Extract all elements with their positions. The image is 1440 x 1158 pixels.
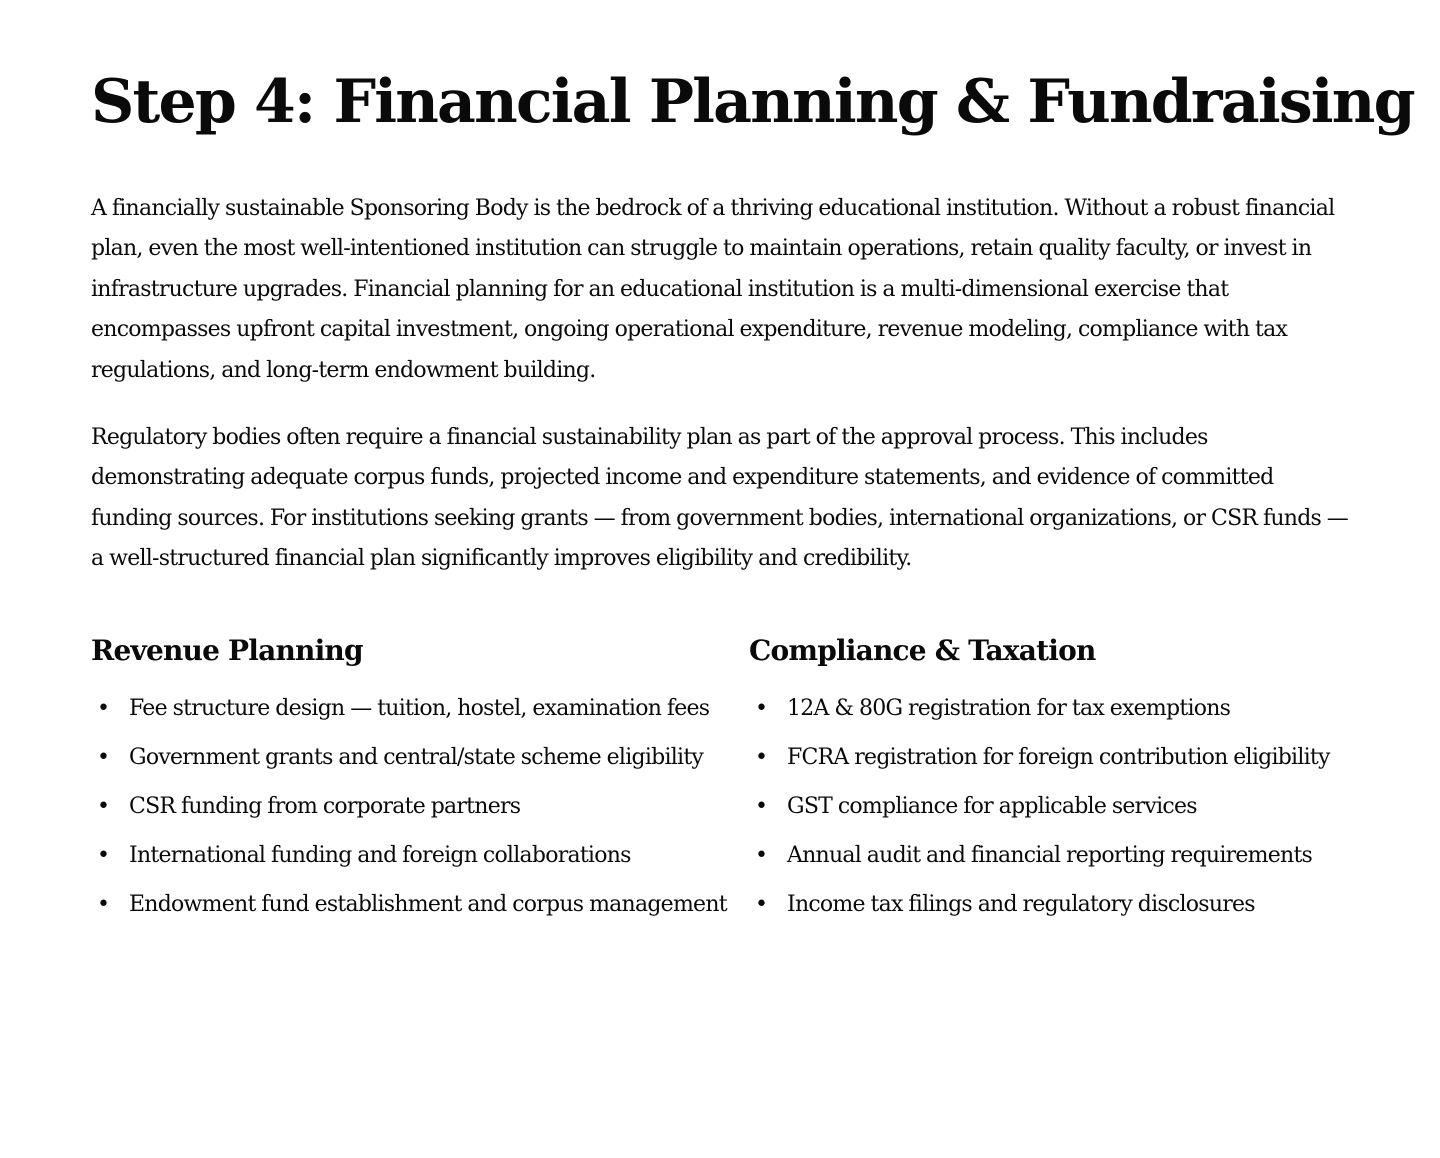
list-item — [91, 689, 749, 729]
list-item — [749, 787, 1350, 827]
list-item-text: Annual audit and financial reporting requirements — [787, 842, 1313, 868]
page-title: Step 4: Financial Planning & Fundraising — [91, 67, 1414, 137]
list-item-text: International funding and foreign collaborations — [129, 842, 631, 868]
bullet-icon: • — [755, 695, 768, 721]
compliance-taxation-list — [749, 689, 1350, 925]
list-item — [91, 738, 749, 778]
revenue-planning-list — [91, 689, 749, 925]
bullet-icon: • — [755, 842, 768, 868]
list-item — [749, 738, 1350, 778]
compliance-taxation-heading: Compliance & Taxation — [749, 633, 1096, 667]
revenue-planning-column — [91, 630, 749, 934]
bullet-icon: • — [755, 891, 768, 917]
list-item-text: CSR funding from corporate partners — [129, 793, 521, 819]
intro-paragraph: A financially sustainable Sponsoring Body is the bedrock of a thriving educational institution. Without a robust financial plan, even the most well-intentioned institution can struggle to maintain operations, retain quality faculty, or invest in infrastructure upgrades. Financial planning for an educational institution is a multi-dimensional exercise that encompasses upfront capital investment, ongoing operational expenditure, revenue modeling, compliance with tax regulations, and long-term endowment building. — [91, 196, 1335, 383]
bullet-icon: • — [755, 793, 768, 819]
list-item-text: 12A & 80G registration for tax exemptions — [787, 695, 1231, 721]
bullet-icon: • — [97, 793, 110, 819]
bullet-icon: • — [97, 695, 110, 721]
list-item-text: FCRA registration for foreign contribution eligibility — [787, 744, 1330, 770]
list-item-text: GST compliance for applicable services — [787, 793, 1197, 819]
bullet-icon: • — [97, 891, 110, 917]
bullet-icon: • — [97, 744, 110, 770]
list-item — [91, 836, 749, 876]
revenue-planning-heading: Revenue Planning — [91, 633, 363, 667]
list-item-text: Income tax filings and regulatory disclosures — [787, 891, 1255, 917]
list-item — [91, 787, 749, 827]
two-column-section — [91, 630, 1350, 934]
bullet-icon: • — [97, 842, 110, 868]
list-item-text: Endowment fund establishment and corpus management — [129, 891, 727, 917]
list-item-text: Government grants and central/state scheme eligibility — [129, 744, 704, 770]
compliance-taxation-column — [749, 630, 1350, 934]
list-item — [749, 836, 1350, 876]
list-item — [749, 885, 1350, 925]
intro-section — [91, 189, 1350, 580]
list-item-text: Fee structure design — tuition, hostel, examination fees — [129, 695, 710, 721]
list-item — [749, 689, 1350, 729]
bullet-icon: • — [755, 744, 768, 770]
list-item — [91, 885, 749, 925]
intro-paragraph: Regulatory bodies often require a financial sustainability plan as part of the approval process. This includes demonstrating adequate corpus funds, projected income and expenditure statements, and evidence of committed funding sources. For institutions seeking grants — from government bodies, international organizations, or CSR funds — a well-structured financial plan significantly improves eligibility and credibility. — [91, 425, 1349, 572]
